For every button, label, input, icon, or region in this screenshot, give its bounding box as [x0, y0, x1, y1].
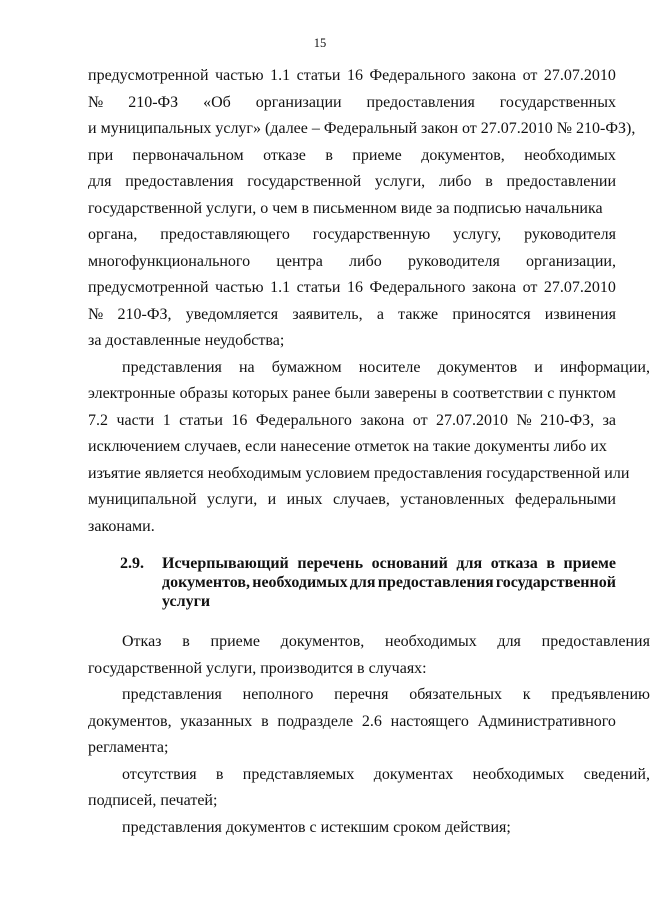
word: приеме [352, 146, 402, 164]
word: документов, [280, 633, 365, 650]
word: закона [360, 411, 405, 429]
word: статьи [179, 411, 223, 429]
word: в [261, 712, 269, 730]
document-body [88, 63, 650, 841]
word: уведомляется [185, 305, 279, 323]
word: отказе [263, 146, 306, 164]
word: настоящего [390, 712, 469, 730]
word: 2.6 [361, 712, 382, 730]
word: необходимых [252, 574, 348, 591]
word: предоставления [377, 574, 494, 591]
word: организации [255, 93, 342, 111]
word: 1.1 [270, 279, 291, 296]
word: заверены [374, 385, 437, 402]
word: 27.07.2010 [543, 279, 616, 296]
word: закона [472, 279, 517, 296]
word: случаев, [332, 491, 390, 508]
word: соответствии [452, 385, 544, 402]
word: оснований [371, 555, 448, 572]
word: документов, [88, 712, 172, 730]
word: Административного [477, 712, 616, 730]
word: статьи [296, 67, 341, 84]
word: Федерального [255, 411, 352, 429]
word: от [522, 67, 538, 84]
text-line: подписей, печатей; [88, 792, 218, 809]
word: либо [438, 173, 472, 190]
word: руководителя [524, 226, 616, 243]
word: статьи [296, 279, 341, 296]
word: подразделе [277, 712, 354, 730]
text-line [88, 709, 616, 736]
word: «Об [203, 93, 231, 111]
word: в [546, 555, 555, 572]
text-line [88, 408, 616, 435]
word: 210-ФЗ [128, 93, 179, 111]
word: части [116, 411, 155, 429]
text-line: регламента; [88, 739, 169, 756]
word: для [88, 173, 112, 190]
word: представления [122, 686, 222, 703]
word: информации, [559, 358, 650, 376]
text-line [88, 63, 616, 90]
word: носителе [358, 358, 421, 376]
word: предоставления [366, 93, 475, 111]
word: образы [179, 385, 228, 402]
word: приеме [210, 633, 260, 650]
paragraph-expired-docs [88, 815, 616, 842]
text-line: изъятие является необходимым условием предоставления государственной или [88, 464, 630, 482]
section-title-line: услуги [162, 593, 211, 610]
text-line [88, 169, 616, 196]
word: для [349, 574, 376, 591]
word: иных [286, 491, 323, 508]
text-line [88, 249, 616, 276]
text-line [88, 275, 616, 302]
word: представления [122, 358, 222, 376]
word: предоставляющего [160, 226, 290, 243]
word: многофункционального [88, 252, 251, 270]
word: предусмотренной [88, 279, 209, 296]
word: пунктом [558, 385, 616, 402]
word: предоставлении [506, 173, 616, 190]
word: 27.07.2010 [543, 67, 616, 84]
word: руководителя [407, 252, 500, 270]
word: муниципальной [88, 491, 197, 508]
word: 210-ФЗ, [540, 411, 595, 429]
word: государственную [312, 226, 431, 243]
text-line-indented [88, 682, 650, 709]
word: Отказ [122, 633, 162, 650]
paragraph-paper-documents [88, 355, 650, 541]
word: приносятся [452, 305, 531, 323]
word: 210-ФЗ, [117, 305, 172, 323]
word: 16 [231, 411, 248, 429]
paragraph-incomplete-list [88, 682, 650, 762]
paragraph-missing-info [88, 762, 650, 815]
word: 16 [346, 67, 363, 84]
word: и [267, 491, 277, 508]
text-line [88, 143, 616, 170]
word: № [88, 305, 104, 323]
word: необходимых [385, 633, 477, 650]
word: либо [349, 252, 382, 270]
word: необходимых [472, 765, 565, 783]
word: 16 [346, 279, 363, 296]
word: в [182, 633, 190, 650]
word: за [602, 411, 616, 429]
word: документов, [421, 146, 505, 164]
section-title-line [162, 554, 616, 573]
word: организации, [526, 252, 616, 270]
word: центра [276, 252, 323, 270]
text-line [88, 487, 616, 514]
word: ранее [292, 385, 331, 402]
word: а [376, 305, 384, 323]
word: в [485, 173, 493, 190]
word: приеме [563, 555, 616, 572]
word: Федерального [369, 279, 466, 296]
section-number: 2.9. [120, 555, 144, 572]
word: органа, [88, 226, 138, 243]
word: 7.2 [88, 411, 108, 429]
word: также [398, 305, 439, 323]
text-line: за доставленные неудобства; [88, 332, 285, 349]
word: сведений, [583, 765, 650, 783]
word: указанных [180, 712, 253, 730]
word: услуги, [374, 173, 426, 190]
text-line [88, 302, 616, 329]
text-line-indented [88, 629, 650, 656]
word: государственной [247, 173, 362, 190]
word: установленных [400, 491, 505, 508]
word: документах [373, 765, 454, 783]
word: 27.07.2010 [436, 411, 508, 429]
word: закона [472, 67, 517, 84]
text-line [88, 381, 616, 408]
word: документов [437, 358, 518, 376]
text-line: государственной услуги, производится в случаях: [88, 659, 427, 677]
word: государственной [495, 574, 616, 591]
text-line: государственной услуги, о чем в письменном виде за подписью начальника [88, 199, 603, 217]
section-title [162, 554, 616, 611]
word: перечень [297, 555, 364, 572]
word: и [534, 358, 543, 376]
word: отсутствия [122, 765, 197, 783]
section-heading [88, 554, 616, 611]
text-line [88, 222, 616, 249]
text-line: и муниципальных услуг» (далее – Федеральный закон от 27.07.2010 № 210-ФЗ), [88, 120, 636, 137]
word: частью [215, 67, 264, 84]
text-line-indented [88, 762, 650, 789]
word: бумажном [271, 358, 342, 376]
word: к [522, 686, 531, 703]
word: федеральными [514, 491, 616, 508]
word: для [456, 555, 483, 572]
word: предъявлению [551, 686, 650, 703]
word: от [412, 411, 428, 429]
word: первоначальном [132, 146, 244, 164]
word: необходимых [524, 146, 616, 164]
word: которых [232, 385, 289, 402]
text-line-indented: представления документов с истекшим сроком действия; [122, 818, 511, 836]
word: предоставления [541, 633, 650, 650]
word: для [497, 633, 521, 650]
paragraph-notification [88, 63, 636, 355]
word: услугу, [453, 226, 502, 243]
text-line: законами. [88, 517, 155, 535]
word: представляемых [242, 765, 355, 783]
word: в [325, 146, 333, 164]
page-number: 15 [313, 36, 327, 50]
section-title-line [162, 573, 616, 592]
text-line-indented [88, 355, 650, 382]
word: 1.1 [270, 67, 291, 84]
word: государственных [499, 93, 616, 111]
text-line [88, 90, 616, 117]
word: извинения [544, 305, 616, 323]
word: с [547, 385, 555, 402]
word: № [88, 93, 104, 111]
word: электронные [88, 385, 176, 402]
word: неполного [242, 686, 314, 703]
paragraph-refusal-intro [88, 629, 650, 682]
word: предоставления [125, 173, 234, 190]
word: при [88, 146, 114, 164]
word: № [516, 411, 532, 429]
word: в [440, 385, 449, 402]
word: услуги, [207, 491, 258, 508]
word: обязательных [409, 686, 502, 703]
word: в [215, 765, 224, 783]
word: Федерального [369, 67, 466, 84]
word: Исчерпывающий [162, 555, 289, 572]
word: на [238, 358, 255, 376]
text-line: исключением случаев, если нанесение отметок на такие документы либо их [88, 438, 607, 455]
word: предусмотренной [88, 67, 209, 84]
word: перечня [334, 686, 389, 703]
word: от [522, 279, 538, 296]
word: были [334, 385, 371, 402]
word: документов, [162, 574, 250, 591]
word: заявитель, [292, 305, 363, 323]
word: 1 [162, 411, 171, 429]
word: частью [215, 279, 264, 296]
word: отказа [490, 555, 538, 572]
